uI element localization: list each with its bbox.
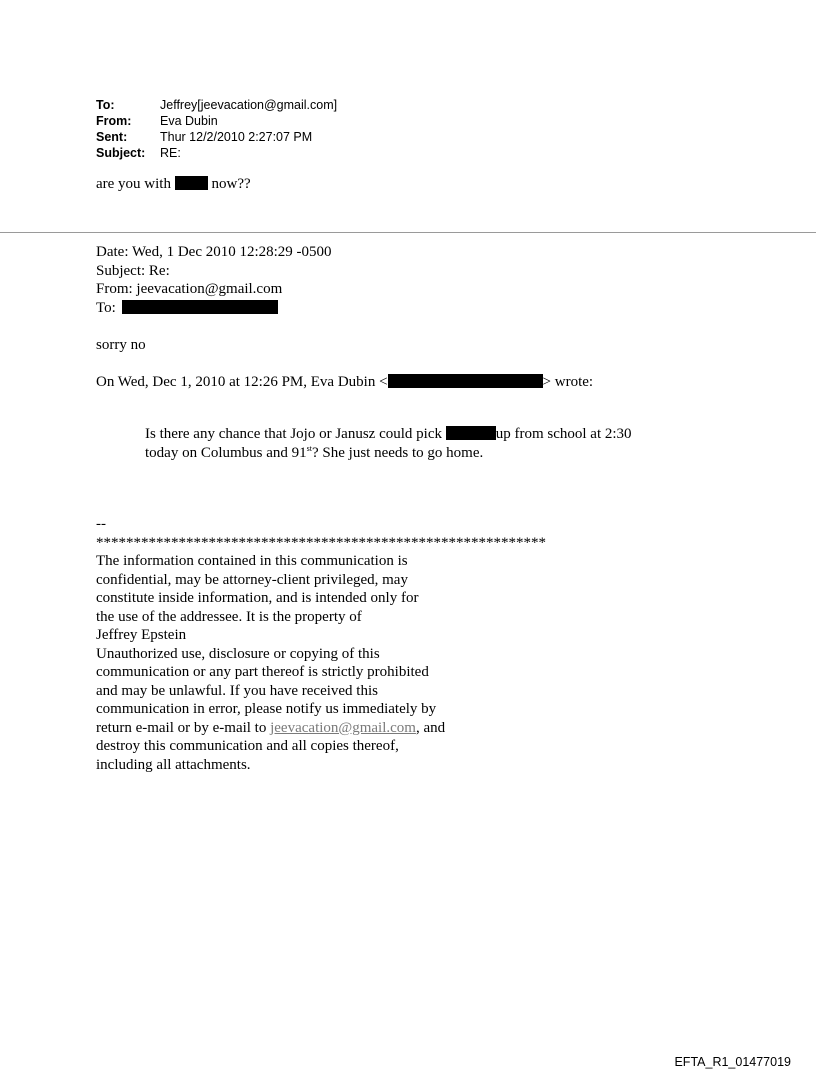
disclaimer-line: confidential, may be attorney-client privileged, may	[96, 571, 408, 588]
from-value: Eva Dubin	[160, 114, 218, 128]
intro-text-after: now??	[211, 176, 251, 192]
signature-stars: ************************************************************	[96, 534, 546, 551]
disclaimer-line: communication in error, please notify us immediately by	[96, 701, 437, 717]
subject-value: RE:	[160, 146, 181, 160]
signature-dashes: --	[96, 516, 106, 532]
quoted-to-label: To:	[96, 299, 116, 316]
to-value: Jeffrey[jeevacation@gmail.com]	[160, 98, 338, 112]
sent-label: Sent:	[96, 130, 128, 144]
inner-line-1	[145, 425, 632, 444]
inner-line2-after: ? She just needs to go home.	[312, 445, 484, 461]
disclaimer-line: destroy this communication and all copies thereof,	[96, 738, 399, 754]
inner-line1-after: up from school at 2:30	[495, 426, 632, 442]
wrote-text-before: On Wed, Dec 1, 2010 at 12:26 PM, Eva Dubin <	[96, 374, 388, 390]
return-text-after: , and	[415, 719, 446, 736]
disclaimer-line: Unauthorized use, disclosure or copying of this	[96, 645, 380, 662]
inner-message	[145, 425, 632, 463]
to-row	[96, 97, 337, 113]
to-label: To:	[96, 98, 115, 112]
redaction-block	[388, 374, 543, 388]
redaction-block	[175, 176, 208, 190]
wrote-text-after: > wrote:	[542, 374, 594, 390]
subject-row	[96, 145, 337, 161]
quoted-date: Date: Wed, 1 Dec 2010 12:28:29 -0500	[96, 244, 332, 260]
disclaimer-return-line	[96, 719, 546, 738]
sent-value: Thur 12/2/2010 2:27:07 PM	[160, 130, 313, 144]
disclaimer-line: the use of the addressee. It is the property of	[96, 608, 362, 625]
inner-line1-before: Is there any chance that Jojo or Janusz could pick	[145, 426, 442, 442]
disclaimer-line: including all attachments.	[96, 756, 251, 773]
signature-block	[96, 515, 546, 774]
disclaimer-line: Jeffrey Epstein	[96, 627, 187, 643]
quoted-header	[96, 243, 332, 317]
inner-line2-before: today on Columbus and 91	[145, 445, 307, 461]
subject-label: Subject:	[96, 146, 146, 160]
document-id: EFTA_R1_01477019	[674, 1055, 791, 1069]
reply-text: sorry no	[96, 337, 146, 353]
ordinal-suffix: st	[306, 444, 313, 453]
email-link[interactable]: jeevacation@gmail.com	[270, 719, 416, 736]
intro-text-before: are you with	[96, 176, 171, 192]
intro-message	[96, 175, 251, 193]
quoted-from: From: jeevacation@gmail.com	[96, 281, 283, 297]
sent-row	[96, 129, 337, 145]
redaction-block	[446, 426, 496, 440]
redaction-block	[122, 300, 278, 314]
from-row	[96, 113, 337, 129]
disclaimer-line: constitute inside information, and is intended only for	[96, 590, 419, 606]
return-text-before: return e-mail or by e-mail to	[96, 719, 271, 736]
from-label: From:	[96, 114, 132, 128]
disclaimer-line: The information contained in this communication is	[96, 553, 408, 569]
quoted-to-row	[96, 299, 332, 318]
disclaimer-line: and may be unlawful. If you have received this	[96, 682, 378, 699]
disclaimer-line: communication or any part thereof is strictly prohibited	[96, 664, 429, 680]
inner-line-2	[145, 444, 632, 463]
email-header	[96, 97, 337, 161]
message-divider	[0, 232, 816, 233]
wrote-line	[96, 373, 593, 391]
quoted-subject: Subject: Re:	[96, 262, 170, 279]
